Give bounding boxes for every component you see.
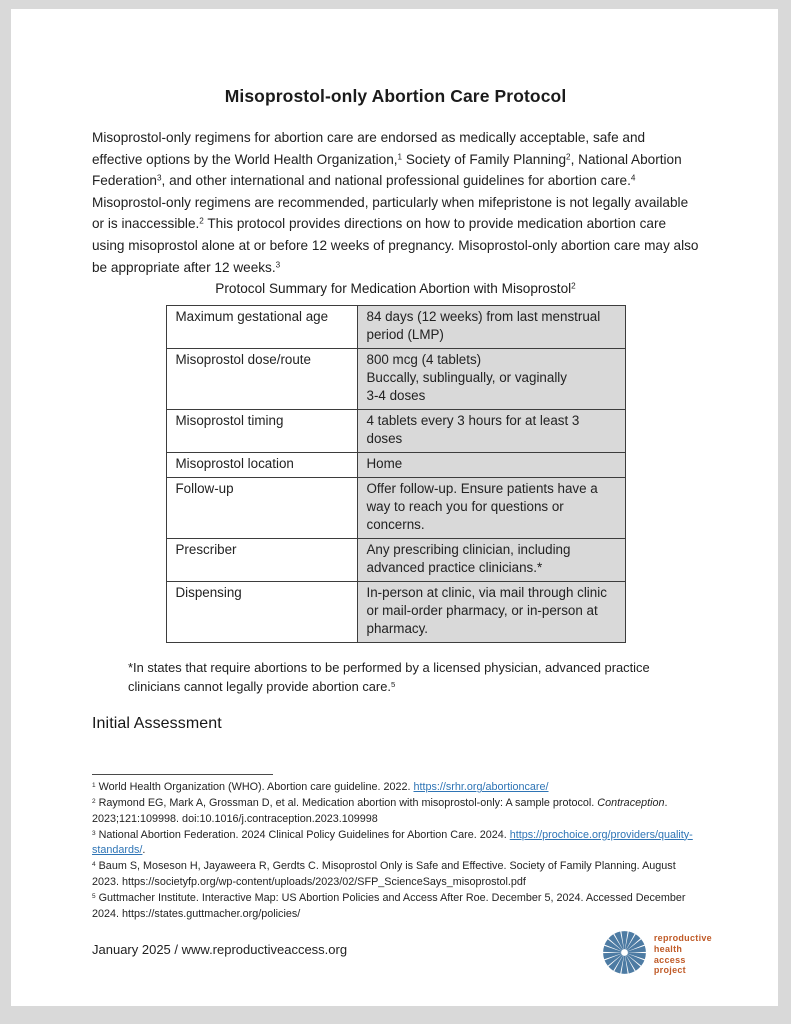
row-label: Dispensing [166,582,357,643]
table-row [166,478,625,539]
table-row [166,349,625,410]
superscript-reference: 2 [92,797,96,805]
pinwheel-logo-icon [602,930,647,975]
row-value: 800 mcg (4 tablets) Buccally, sublingually, or vaginally 3-4 doses [357,349,625,410]
superscript-reference: 4 [92,860,96,868]
superscript-reference: 5 [92,892,96,900]
row-value: In-person at clinic, via mail through clinic or mail-order pharmacy, or in-person at pharmacy. [357,582,625,643]
superscript-reference: 1 [397,152,403,162]
footnote-link[interactable]: https://prochoice.org/providers/quality-standards/ [92,828,693,857]
row-value: 4 tablets every 3 hours for at least 3 doses [357,410,625,453]
logo-text: reproductive health access project [653,933,712,976]
footnote: $^2$ Raymond EG, Mark A, Grossman D, et al. Medication abortion with misoprostol-only: A sample protocol. Contraception. 2023;121:109998. doi:10.1016/j.contraception.2023.109998 [92,796,668,825]
table-row [166,539,625,582]
table-caption: Protocol Summary for Medication Abortion with Misoprostol$^2$ [215,281,576,297]
row-label: Prescriber [166,539,357,582]
row-value: Any prescribing clinician, including advanced practice clinicians.* [357,539,625,582]
superscript-reference: 2 [571,281,576,291]
superscript-reference: 1 [92,781,96,789]
row-label: Maximum gestational age [166,306,357,349]
superscript-reference: 3 [92,829,96,837]
table-row [166,453,625,478]
row-value: Offer follow-up. Ensure patients have a way to reach you for questions or concerns. [357,478,625,539]
table-row [166,582,625,643]
superscript-reference: 5 [390,679,396,689]
footer-date-url: January 2025 / www.reproductiveaccess.org [92,942,348,958]
superscript-reference: 2 [199,216,204,226]
section-heading-initial-assessment: Initial Assessment [92,715,222,733]
row-label: Follow-up [166,478,357,539]
footnote-separator [92,774,273,775]
page-content [11,86,778,976]
table-footnote: *In states that require abortions to be performed by a licensed physician, advanced practice clinicians cannot legally provide abortion care.$^5$ [128,660,650,695]
footnote: $^1$ World Health Organization (WHO). Abortion care guideline. 2022. https://srhr.org/abortioncare/ [92,781,549,794]
superscript-reference: 2 [566,152,571,162]
footnote: $^4$ Baum S, Moseson H, Jayaweera R, Gerdts C. Misoprostol Only is Safe and Effective. Society of Family Planning. August 2023. https://societyfp.org/wp-content/uploads/2023/02/SFP_ScienceSays_misoprostol.pdf [92,860,676,888]
footnotes-block [92,780,699,922]
row-label: Misoprostol timing [166,410,357,453]
superscript-reference: 3 [275,260,281,270]
protocol-summary-table [166,305,626,643]
table-row [166,410,625,453]
document-page [11,9,778,1006]
rhap-logo [602,930,712,975]
row-value: 84 days (12 weeks) from last menstrual period (LMP) [357,306,625,349]
document-title: Misoprostol-only Abortion Care Protocol [224,86,567,106]
page-footer [92,930,712,976]
superscript-reference: 3 [157,173,162,183]
footnote: $^5$ Guttmacher Institute. Interactive Map: US Abortion Policies and Access After Roe. December 5, 2024. Accessed December 2024. https://states.guttmacher.org/policies/ [92,891,686,920]
intro-paragraph: Misoprostol-only regimens for abortion care are endorsed as medically acceptable, safe and effective options by the World Health Organization,$^1$ Society of Family Planning$^2$, National Abortion Federation$^3$, and other international and national professional guidelines for abortion care.$^4$ Misoprostol-only regimens are recommended, particularly when mifepristone is not legally available or is inaccessible.$^2$ This protocol provides directions on how to provide medication abortion care using misoprostol alone at or before 12 weeks of pregnancy. Misoprostol-only abortion care may also be appropriate after 12 weeks.$^3$ [92,130,699,275]
table-row [166,306,625,349]
footnote: $^3$ National Abortion Federation. 2024 Clinical Policy Guidelines for Abortion Care. 2024. https://prochoice.org/providers/quality-standards/. [92,828,693,857]
superscript-reference: 4 [630,173,636,183]
row-label: Misoprostol location [166,453,357,478]
footnote-link[interactable]: https://srhr.org/abortioncare/ [413,781,549,794]
row-value: Home [357,453,625,478]
row-label: Misoprostol dose/route [166,349,357,410]
